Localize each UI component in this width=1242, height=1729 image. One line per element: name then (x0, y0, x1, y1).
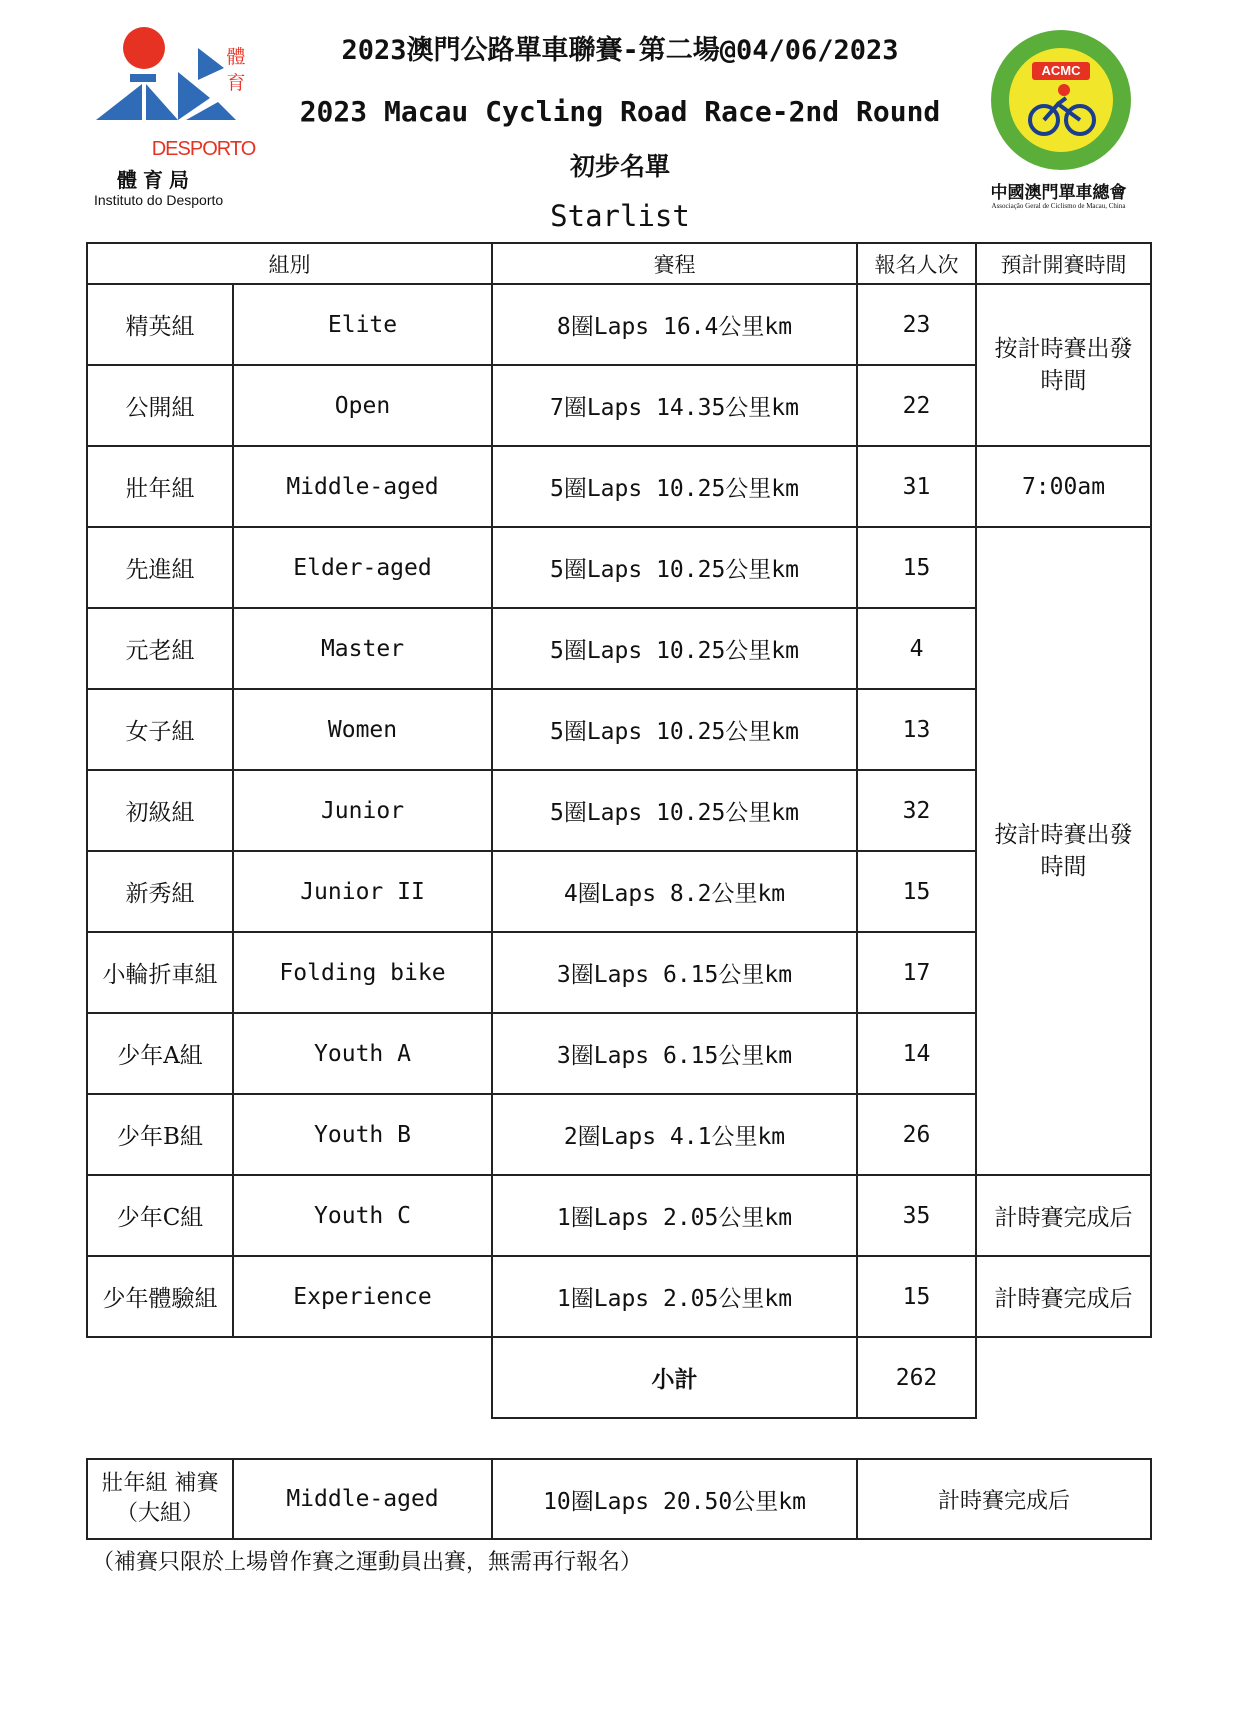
category-zh: 少年C組 (87, 1175, 233, 1256)
category-zh: 公開組 (87, 365, 233, 446)
sport-bureau-logo (86, 22, 266, 212)
subtotal-row (87, 1337, 1151, 1418)
category-en: Junior II (233, 851, 492, 932)
subtotal-label: 小計 (492, 1337, 857, 1418)
subtitle-english: Starlist (550, 199, 690, 233)
category-zh: 小輪折車組 (87, 932, 233, 1013)
extra-course: 10圈Laps 20.50公里km (492, 1459, 857, 1539)
extra-category-en: Middle-aged (233, 1459, 492, 1539)
category-en: Junior (233, 770, 492, 851)
course: 4圈Laps 8.2公里km (492, 851, 857, 932)
category-en: Master (233, 608, 492, 689)
logo-vertical-char-1: 體 (226, 46, 246, 68)
extra-race-table (86, 1458, 1152, 1540)
logo-vertical-char-2: 育 (226, 72, 246, 94)
course: 3圈Laps 6.15公里km (492, 932, 857, 1013)
category-zh: 女子組 (87, 689, 233, 770)
table-row (87, 1256, 1151, 1337)
acmc-badge-text: ACMC (1041, 63, 1081, 78)
category-en: Women (233, 689, 492, 770)
start-time (976, 527, 1151, 1175)
category-en: Middle-aged (233, 446, 492, 527)
category-en: Elder-aged (233, 527, 492, 608)
category-zh: 少年體驗組 (87, 1256, 233, 1337)
course: 5圈Laps 10.25公里km (492, 770, 857, 851)
registration-count: 15 (857, 851, 976, 932)
title-chinese: 2023澳門公路單車聯賽-第二場@04/06/2023 (341, 35, 899, 66)
course: 1圈Laps 2.05公里km (492, 1256, 857, 1337)
course: 2圈Laps 4.1公里km (492, 1094, 857, 1175)
category-zh: 初級組 (87, 770, 233, 851)
course: 5圈Laps 10.25公里km (492, 527, 857, 608)
registration-count: 15 (857, 1256, 976, 1337)
category-en: Elite (233, 284, 492, 365)
registration-count: 23 (857, 284, 976, 365)
start-time: 計時賽完成后 (976, 1175, 1151, 1256)
table-row (87, 284, 1151, 365)
subtitle-chinese: 初步名單 (569, 152, 670, 181)
extra-category-zh (87, 1459, 233, 1539)
category-zh: 少年B組 (87, 1094, 233, 1175)
logo-brand-text: DESPORTO (151, 138, 256, 160)
starlist-table (86, 242, 1152, 1419)
category-zh: 新秀組 (87, 851, 233, 932)
category-en: Youth B (233, 1094, 492, 1175)
logo-portuguese-text: Instituto do Desporto (94, 192, 224, 208)
subtotal-value: 262 (857, 1337, 976, 1418)
header-start-time: 預計開賽時間 (976, 243, 1151, 284)
category-en: Youth C (233, 1175, 492, 1256)
extra-start-time: 計時賽完成后 (857, 1459, 1151, 1539)
header-registrations: 報名人次 (857, 243, 976, 284)
acmc-emblem-icon (986, 28, 1136, 178)
table-header-row (87, 243, 1151, 284)
table-row (87, 446, 1151, 527)
acmc-logo (976, 28, 1141, 218)
logo-chinese-text: 體育局 (117, 168, 195, 192)
start-time-text: 按計時賽出發時間 (994, 336, 1133, 394)
table-row (87, 1459, 1151, 1539)
registration-count: 14 (857, 1013, 976, 1094)
footnote: （補賽只限於上場曾作賽之運動員出賽，無需再行報名） (92, 1550, 643, 1575)
course: 5圈Laps 10.25公里km (492, 689, 857, 770)
category-zh: 先進組 (87, 527, 233, 608)
registration-count: 31 (857, 446, 976, 527)
course: 7圈Laps 14.35公里km (492, 365, 857, 446)
category-zh: 少年A組 (87, 1013, 233, 1094)
registration-count: 35 (857, 1175, 976, 1256)
start-time: 計時賽完成后 (976, 1256, 1151, 1337)
course: 5圈Laps 10.25公里km (492, 446, 857, 527)
category-en: Folding bike (233, 932, 492, 1013)
registration-count: 4 (857, 608, 976, 689)
header-course: 賽程 (492, 243, 857, 284)
course: 3圈Laps 6.15公里km (492, 1013, 857, 1094)
course: 8圈Laps 16.4公里km (492, 284, 857, 365)
category-zh: 元老組 (87, 608, 233, 689)
category-zh: 壯年組 (87, 446, 233, 527)
table-row (87, 1175, 1151, 1256)
registration-count: 22 (857, 365, 976, 446)
header-category: 組別 (87, 243, 492, 284)
registration-count: 13 (857, 689, 976, 770)
registration-count: 17 (857, 932, 976, 1013)
category-zh: 精英組 (87, 284, 233, 365)
registration-count: 26 (857, 1094, 976, 1175)
registration-count: 32 (857, 770, 976, 851)
acmc-chinese-text: 中國澳門單車總會 (990, 183, 1127, 203)
category-en: Experience (233, 1256, 492, 1337)
start-time (976, 284, 1151, 446)
category-en: Youth A (233, 1013, 492, 1094)
title-block (290, 28, 950, 241)
category-en: Open (233, 365, 492, 446)
start-time: 7:00am (976, 446, 1151, 527)
title-english: 2023 Macau Cycling Road Race-2nd Round (299, 95, 941, 128)
acmc-portuguese-text: Associação Geral de Ciclismo de Macau, China (991, 202, 1126, 210)
registration-count: 15 (857, 527, 976, 608)
start-time-text: 按計時賽出發時間 (994, 822, 1133, 880)
extra-category-zh-text: 壯年組 補賽（大組） (101, 1471, 219, 1526)
course: 5圈Laps 10.25公里km (492, 608, 857, 689)
table-row (87, 527, 1151, 608)
course: 1圈Laps 2.05公里km (492, 1175, 857, 1256)
